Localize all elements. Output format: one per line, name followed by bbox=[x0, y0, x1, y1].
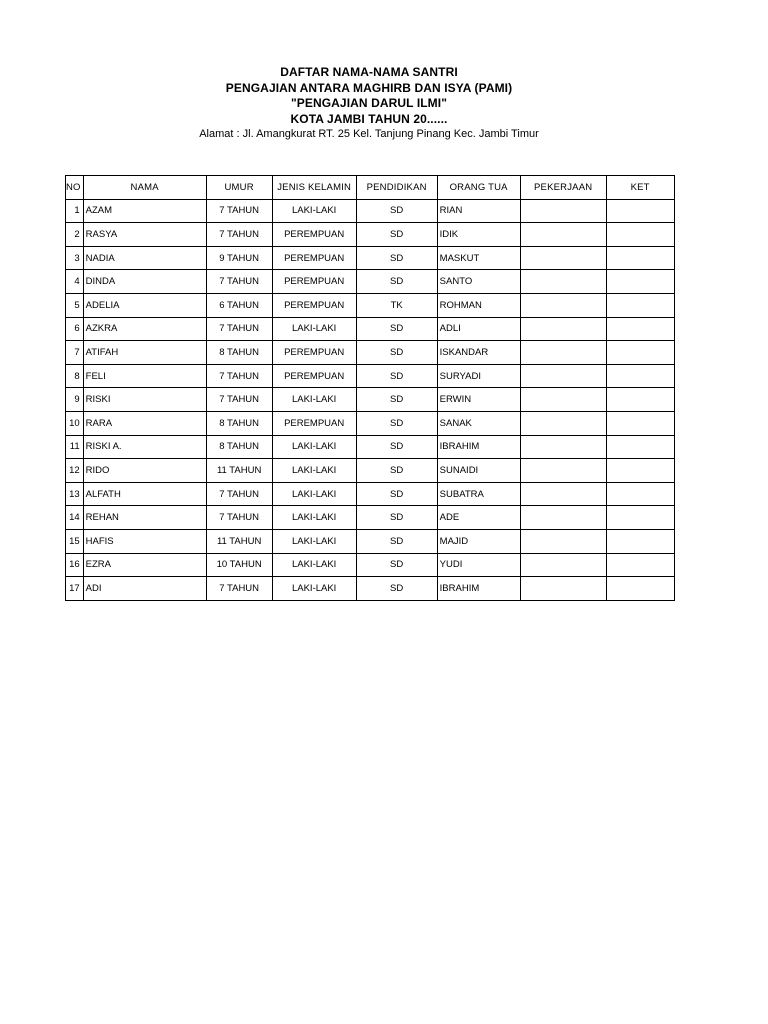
cell-no: 16 bbox=[66, 553, 84, 577]
cell-pendidikan: SD bbox=[356, 577, 437, 601]
cell-ket bbox=[606, 341, 674, 365]
cell-orang-tua: SANTO bbox=[437, 270, 520, 294]
table-body bbox=[66, 199, 675, 600]
cell-nama: RISKI bbox=[83, 388, 206, 412]
col-header-umur: UMUR bbox=[206, 176, 272, 200]
cell-no: 11 bbox=[66, 435, 84, 459]
table-header-row bbox=[66, 176, 675, 200]
cell-orang-tua: IBRAHIM bbox=[437, 577, 520, 601]
table-row bbox=[66, 364, 675, 388]
cell-jenis-kelamin: PEREMPUAN bbox=[272, 223, 356, 247]
cell-ket bbox=[606, 223, 674, 247]
institution-name: "PENGAJIAN DARUL ILMI" bbox=[290, 96, 448, 110]
cell-umur: 11 TAHUN bbox=[206, 459, 272, 483]
document-title: DAFTAR NAMA-NAMA SANTRI bbox=[280, 65, 458, 79]
cell-orang-tua: IDIK bbox=[437, 223, 520, 247]
cell-pekerjaan bbox=[520, 411, 606, 435]
cell-jenis-kelamin: PEREMPUAN bbox=[272, 411, 356, 435]
cell-no: 5 bbox=[66, 293, 84, 317]
table-row bbox=[66, 223, 675, 247]
cell-pekerjaan bbox=[520, 246, 606, 270]
cell-umur: 7 TAHUN bbox=[206, 364, 272, 388]
cell-no: 15 bbox=[66, 529, 84, 553]
cell-pekerjaan bbox=[520, 482, 606, 506]
cell-no: 3 bbox=[66, 246, 84, 270]
cell-nama: RISKI A. bbox=[83, 435, 206, 459]
cell-pendidikan: SD bbox=[356, 506, 437, 530]
cell-nama: EZRA bbox=[83, 553, 206, 577]
cell-nama: DINDA bbox=[83, 270, 206, 294]
cell-umur: 7 TAHUN bbox=[206, 577, 272, 601]
cell-nama: ADI bbox=[83, 577, 206, 601]
cell-orang-tua: ERWIN bbox=[437, 388, 520, 412]
cell-pekerjaan bbox=[520, 270, 606, 294]
cell-nama: HAFIS bbox=[83, 529, 206, 553]
cell-orang-tua: RIAN bbox=[437, 199, 520, 223]
cell-pekerjaan bbox=[520, 364, 606, 388]
cell-no: 13 bbox=[66, 482, 84, 506]
cell-ket bbox=[606, 246, 674, 270]
cell-pendidikan: SD bbox=[356, 388, 437, 412]
table-row bbox=[66, 270, 675, 294]
cell-umur: 8 TAHUN bbox=[206, 435, 272, 459]
student-table bbox=[65, 175, 675, 601]
col-header-pekerjaan: PEKERJAAN bbox=[520, 176, 606, 200]
cell-pekerjaan bbox=[520, 459, 606, 483]
cell-umur: 8 TAHUN bbox=[206, 341, 272, 365]
cell-jenis-kelamin: LAKI-LAKI bbox=[272, 553, 356, 577]
table-row bbox=[66, 459, 675, 483]
cell-nama: NADIA bbox=[83, 246, 206, 270]
cell-orang-tua: ROHMAN bbox=[437, 293, 520, 317]
cell-jenis-kelamin: LAKI-LAKI bbox=[272, 199, 356, 223]
cell-nama: RARA bbox=[83, 411, 206, 435]
cell-umur: 10 TAHUN bbox=[206, 553, 272, 577]
cell-no: 10 bbox=[66, 411, 84, 435]
cell-pekerjaan bbox=[520, 341, 606, 365]
cell-pendidikan: SD bbox=[356, 246, 437, 270]
cell-ket bbox=[606, 529, 674, 553]
cell-umur: 7 TAHUN bbox=[206, 223, 272, 247]
cell-pendidikan: SD bbox=[356, 411, 437, 435]
cell-no: 1 bbox=[66, 199, 84, 223]
col-header-no: NO bbox=[66, 176, 84, 200]
cell-orang-tua: SUNAIDI bbox=[437, 459, 520, 483]
table-row bbox=[66, 411, 675, 435]
cell-pekerjaan bbox=[520, 317, 606, 341]
cell-ket bbox=[606, 317, 674, 341]
cell-nama: FELI bbox=[83, 364, 206, 388]
cell-ket bbox=[606, 506, 674, 530]
cell-orang-tua: ADE bbox=[437, 506, 520, 530]
cell-nama: REHAN bbox=[83, 506, 206, 530]
cell-nama: RIDO bbox=[83, 459, 206, 483]
cell-pendidikan: SD bbox=[356, 341, 437, 365]
cell-jenis-kelamin: PEREMPUAN bbox=[272, 341, 356, 365]
cell-umur: 7 TAHUN bbox=[206, 199, 272, 223]
table-row bbox=[66, 317, 675, 341]
cell-jenis-kelamin: LAKI-LAKI bbox=[272, 506, 356, 530]
cell-ket bbox=[606, 388, 674, 412]
cell-umur: 9 TAHUN bbox=[206, 246, 272, 270]
cell-pekerjaan bbox=[520, 388, 606, 412]
cell-no: 17 bbox=[66, 577, 84, 601]
city-year: KOTA JAMBI TAHUN 20...... bbox=[290, 111, 448, 126]
table-row bbox=[66, 553, 675, 577]
cell-nama: AZKRA bbox=[83, 317, 206, 341]
cell-jenis-kelamin: PEREMPUAN bbox=[272, 246, 356, 270]
cell-ket bbox=[606, 435, 674, 459]
cell-orang-tua: ADLI bbox=[437, 317, 520, 341]
cell-nama: ATIFAH bbox=[83, 341, 206, 365]
cell-jenis-kelamin: PEREMPUAN bbox=[272, 270, 356, 294]
cell-pendidikan: SD bbox=[356, 317, 437, 341]
table-row bbox=[66, 529, 675, 553]
cell-ket bbox=[606, 293, 674, 317]
cell-umur: 7 TAHUN bbox=[206, 270, 272, 294]
cell-pendidikan: SD bbox=[356, 364, 437, 388]
table-row bbox=[66, 199, 675, 223]
cell-umur: 11 TAHUN bbox=[206, 529, 272, 553]
col-header-nama: NAMA bbox=[83, 176, 206, 200]
cell-no: 8 bbox=[66, 364, 84, 388]
cell-no: 2 bbox=[66, 223, 84, 247]
cell-jenis-kelamin: LAKI-LAKI bbox=[272, 388, 356, 412]
cell-no: 6 bbox=[66, 317, 84, 341]
cell-ket bbox=[606, 577, 674, 601]
cell-nama: ALFATH bbox=[83, 482, 206, 506]
col-header-ket: KET bbox=[606, 176, 674, 200]
cell-umur: 6 TAHUN bbox=[206, 293, 272, 317]
cell-ket bbox=[606, 459, 674, 483]
cell-no: 4 bbox=[66, 270, 84, 294]
cell-ket bbox=[606, 199, 674, 223]
table-row bbox=[66, 482, 675, 506]
cell-ket bbox=[606, 553, 674, 577]
table-row bbox=[66, 577, 675, 601]
cell-orang-tua: YUDI bbox=[437, 553, 520, 577]
cell-jenis-kelamin: LAKI-LAKI bbox=[272, 577, 356, 601]
cell-ket bbox=[606, 411, 674, 435]
document-header bbox=[0, 65, 738, 142]
cell-pekerjaan bbox=[520, 506, 606, 530]
cell-nama: ADELIA bbox=[83, 293, 206, 317]
cell-orang-tua: MASKUT bbox=[437, 246, 520, 270]
cell-jenis-kelamin: LAKI-LAKI bbox=[272, 482, 356, 506]
cell-ket bbox=[606, 482, 674, 506]
cell-umur: 8 TAHUN bbox=[206, 411, 272, 435]
cell-nama: AZAM bbox=[83, 199, 206, 223]
cell-pekerjaan bbox=[520, 199, 606, 223]
cell-pendidikan: TK bbox=[356, 293, 437, 317]
cell-no: 7 bbox=[66, 341, 84, 365]
cell-pendidikan: SD bbox=[356, 435, 437, 459]
cell-pekerjaan bbox=[520, 529, 606, 553]
cell-umur: 7 TAHUN bbox=[206, 317, 272, 341]
table-row bbox=[66, 293, 675, 317]
cell-ket bbox=[606, 270, 674, 294]
cell-jenis-kelamin: LAKI-LAKI bbox=[272, 459, 356, 483]
cell-orang-tua: SANAK bbox=[437, 411, 520, 435]
table-row bbox=[66, 246, 675, 270]
cell-jenis-kelamin: LAKI-LAKI bbox=[272, 435, 356, 459]
cell-umur: 7 TAHUN bbox=[206, 388, 272, 412]
cell-pendidikan: SD bbox=[356, 223, 437, 247]
cell-umur: 7 TAHUN bbox=[206, 482, 272, 506]
cell-orang-tua: MAJID bbox=[437, 529, 520, 553]
cell-nama: RASYA bbox=[83, 223, 206, 247]
document-subtitle: PENGAJIAN ANTARA MAGHIRB DAN ISYA (PAMI) bbox=[225, 80, 513, 95]
cell-no: 9 bbox=[66, 388, 84, 412]
cell-umur: 7 TAHUN bbox=[206, 506, 272, 530]
cell-orang-tua: SURYADI bbox=[437, 364, 520, 388]
address: Alamat : Jl. Amangkurat RT. 25 Kel. Tanjung Pinang Kec. Jambi Timur bbox=[199, 128, 539, 140]
cell-orang-tua: SUBATRA bbox=[437, 482, 520, 506]
table-row bbox=[66, 341, 675, 365]
cell-pekerjaan bbox=[520, 223, 606, 247]
table-row bbox=[66, 388, 675, 412]
cell-pekerjaan bbox=[520, 293, 606, 317]
cell-ket bbox=[606, 364, 674, 388]
table-row bbox=[66, 506, 675, 530]
cell-pekerjaan bbox=[520, 435, 606, 459]
cell-jenis-kelamin: PEREMPUAN bbox=[272, 364, 356, 388]
cell-orang-tua: ISKANDAR bbox=[437, 341, 520, 365]
cell-pekerjaan bbox=[520, 553, 606, 577]
col-header-pendidikan: PENDIDIKAN bbox=[356, 176, 437, 200]
cell-pendidikan: SD bbox=[356, 482, 437, 506]
cell-pendidikan: SD bbox=[356, 529, 437, 553]
col-header-jenis-kelamin: JENIS KELAMIN bbox=[272, 176, 356, 200]
cell-orang-tua: IBRAHIM bbox=[437, 435, 520, 459]
col-header-orang-tua: ORANG TUA bbox=[437, 176, 520, 200]
cell-pendidikan: SD bbox=[356, 270, 437, 294]
cell-no: 12 bbox=[66, 459, 84, 483]
cell-no: 14 bbox=[66, 506, 84, 530]
table-row bbox=[66, 435, 675, 459]
cell-jenis-kelamin: LAKI-LAKI bbox=[272, 529, 356, 553]
cell-pendidikan: SD bbox=[356, 553, 437, 577]
cell-pendidikan: SD bbox=[356, 199, 437, 223]
cell-jenis-kelamin: LAKI-LAKI bbox=[272, 317, 356, 341]
cell-pekerjaan bbox=[520, 577, 606, 601]
cell-jenis-kelamin: PEREMPUAN bbox=[272, 293, 356, 317]
cell-pendidikan: SD bbox=[356, 459, 437, 483]
